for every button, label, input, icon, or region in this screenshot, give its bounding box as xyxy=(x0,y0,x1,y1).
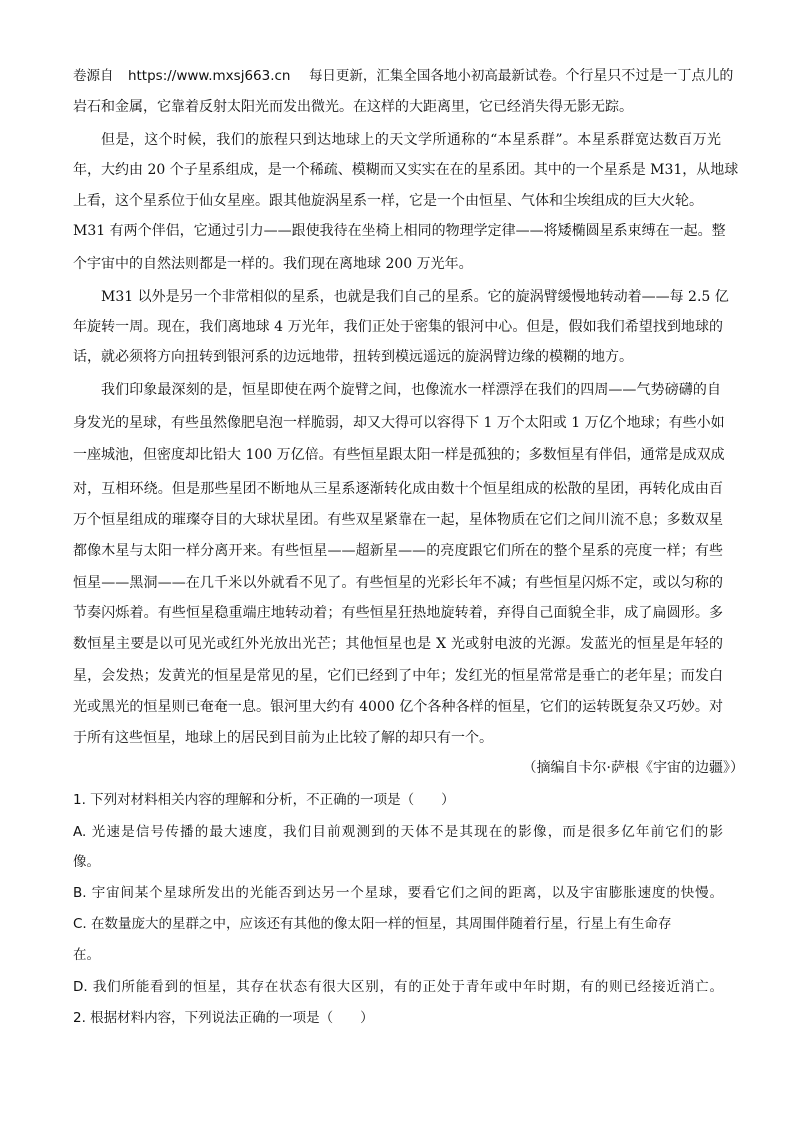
article-line: 光或黑光的恒星则已奄奄一息。银河里大约有 4000 亿个各种各样的恒星，它们的运转既复杂又巧妙。对 xyxy=(73,699,723,715)
q1-option-c-cont: 在。 xyxy=(73,947,100,963)
q1-option-a: A. 光速是信号传播的最大速度，我们目前观测到的天体不是其现在的影像，而是很多亿年前它们的影 xyxy=(73,824,723,840)
q1-option-d: D. 我们所能看到的恒星，其存在状态有很大区别，有的正处于青年或中年时期，有的则已经接近消亡。 xyxy=(73,979,723,995)
article-line-continued: 个行星只不过是一丁点儿的 xyxy=(565,68,734,84)
article-line: 我们印象最深刻的是，恒星即使在两个旋臂之间，也像流水一样漂浮在我们的四周——气势磅礴的自 xyxy=(101,382,721,398)
article-line: 恒星——黑洞——在几千米以外就看不见了。有些恒星的光彩长年不减；有些恒星闪烁不定，或以匀称的 xyxy=(73,575,723,591)
article-line: 年旋转一周。现在，我们离地球 4 万光年，我们正处于密集的银河中心。但是，假如我们希望找到地球的 xyxy=(73,319,723,335)
article-line: M31 以外是另一个非常相似的星系，也就是我们自己的星系。它的旋涡臂缓慢地转动着——每 2.5 亿 xyxy=(101,289,729,305)
question-1: 1. 下列对材料相关内容的理解和分析，不正确的一项是（ ） xyxy=(73,792,455,808)
citation: （摘编自卡尔·萨根《宇宙的边疆》） xyxy=(522,760,744,776)
article-line: M31 有两个伴侣，它通过引力——跟使我待在坐椅上相同的物理学定律——将矮椭圆星系束缚在一起。整 xyxy=(73,223,726,239)
article-line: 年，大约由 20 个子星系组成，是一个稀疏、模糊而又实实在在的星系团。其中的一个星系是 M31，从地球 xyxy=(73,162,739,178)
article-line: 身发光的星球，有些虽然像肥皂泡一样脆弱，却又大得可以容得下 1 万个太阳或 1 万亿个地球；有些小如 xyxy=(73,415,725,431)
question-2: 2. 根据材料内容，下列说法正确的一项是（ ） xyxy=(73,1010,374,1026)
article-line: 但是，这个时候，我们的旅程只到达地球上的天文学所通称的“本星系群”。本星系群宽达数百万光 xyxy=(101,132,721,148)
article-line: 个宇宙中的自然法则都是一样的。我们现在离地球 200 万光年。 xyxy=(73,256,473,272)
source-label: 卷源自 xyxy=(73,68,114,84)
article-line: 万个恒星组成的璀璨夺目的大球状星团。有些双星紧靠在一起，星体物质在它们之间川流不息；多数双星 xyxy=(73,512,723,528)
article-line: 一座城池，但密度却比铅大 100 万亿倍。有些恒星跟太阳一样是孤独的；多数恒星有伴侣，通常是成双成 xyxy=(73,447,725,463)
header-tagline: 每日更新，汇集全国各地小初高最新试卷。 xyxy=(308,68,566,84)
source-url[interactable]: https://www.mxsj663.cn xyxy=(127,68,291,84)
article-line: 话，就必须将方向扭转到银河系的边远地带，扭转到模远遥远的旋涡臂边缘的模糊的地方。 xyxy=(73,349,633,365)
article-line: 星，会发热；发黄光的恒星是常见的星，它们已经到了中年；发红光的恒星常常是垂亡的老年星；而发白 xyxy=(73,668,723,684)
article-line: 上看，这个星系位于仙女星座。跟其他旋涡星系一样，它是一个由恒星、气体和尘埃组成的巨大火轮。 xyxy=(73,193,703,209)
header-line xyxy=(73,66,734,86)
q1-option-c: C. 在数量庞大的星群之中，应该还有其他的像太阳一样的恒星，其周围伴随着行星，行星上有生命存 xyxy=(73,916,672,932)
article-line: 节奏闪烁着。有些恒星稳重端庄地转动着；有些恒星狂热地旋转着，弃得自己面貌全非，成了扁圆形。多 xyxy=(73,605,723,621)
article-line: 于所有这些恒星，地球上的居民到目前为止比较了解的却只有一个。 xyxy=(73,730,493,746)
article-line: 数恒星主要是以可见光或红外光放出光芒；其他恒星也是 X 光或射电波的光源。发蓝光的恒星是年轻的 xyxy=(73,636,723,652)
q1-option-b: B. 宇宙间某个星球所发出的光能否到达另一个星球，要看它们之间的距离，以及宇宙膨胀速度的快慢。 xyxy=(73,885,723,901)
q1-option-a-cont: 像。 xyxy=(73,854,100,870)
article-line: 对，互相环绕。但是那些星团不断地从三星系逐渐转化成由数十个恒星组成的松散的星团，再转化成由百 xyxy=(73,481,723,497)
article-line: 都像木星与太阳一样分离开来。有些恒星——超新星——的亮度跟它们所在的整个星系的亮度一样；有些 xyxy=(73,543,723,559)
article-line: 岩石和金属，它靠着反射太阳光而发出微光。在这样的大距离里，它已经消失得无影无踪。 xyxy=(73,99,633,115)
